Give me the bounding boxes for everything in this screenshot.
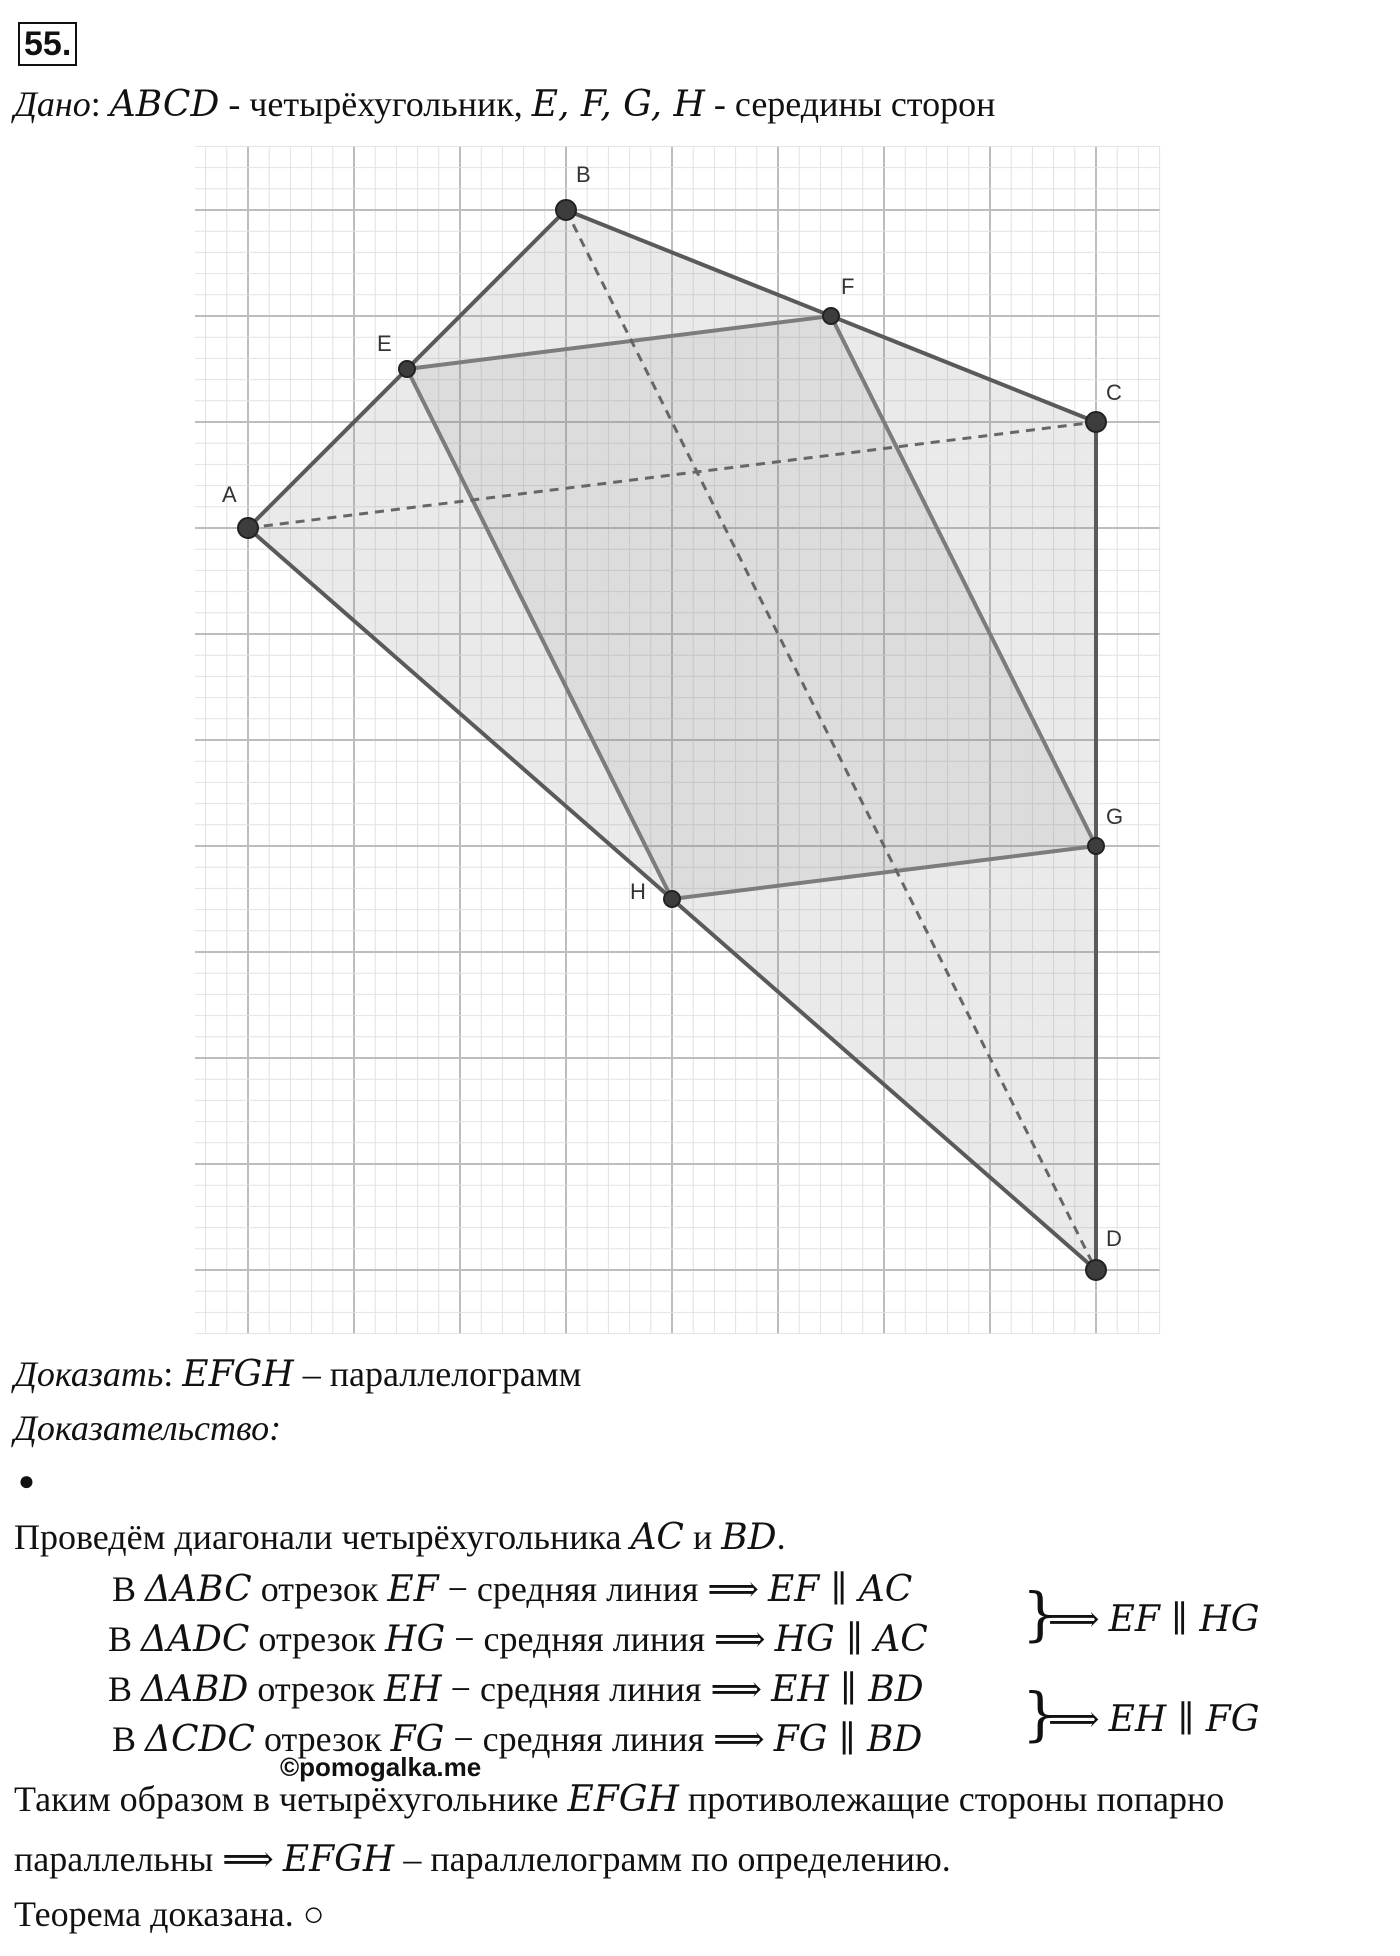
row-triangle: ΔABD (141, 1669, 249, 1710)
geometry-figure (190, 135, 1180, 1345)
row-relation: EF ∥ AC (768, 1569, 913, 1610)
midline-row-3 (108, 1667, 924, 1712)
point-D (1086, 1260, 1106, 1280)
result-1 (1048, 1598, 1260, 1640)
prove-label: Доказать (14, 1354, 164, 1394)
row-mid: отрезок (254, 1719, 391, 1759)
result-implies: ⟹ (1048, 1699, 1109, 1739)
row-relation: HG ∥ AC (774, 1619, 928, 1660)
row-mid: отрезок (248, 1669, 384, 1709)
row-segment: EH (383, 1669, 442, 1710)
point-G (1088, 838, 1104, 854)
given-label: Дано (14, 84, 91, 124)
row-triangle: ΔCDC (145, 1719, 255, 1760)
row-pre: В (112, 1569, 146, 1609)
label-A: A (222, 482, 237, 507)
row-text: средняя линия (476, 1569, 708, 1609)
step1-line (14, 1515, 786, 1560)
row-text: средняя линия (482, 1719, 714, 1759)
brace-1: } (1022, 1580, 1059, 1648)
result-implies: ⟹ (1048, 1599, 1109, 1639)
conclusion-line-2 (14, 1837, 951, 1882)
row-dash: − (438, 1569, 477, 1609)
point-A (238, 518, 258, 538)
row-segment: FG (390, 1719, 445, 1760)
label-H: H (630, 879, 646, 904)
label-C: C (1106, 380, 1122, 405)
problem-number: 55. (18, 22, 77, 66)
prove-sep: : (163, 1354, 174, 1394)
row-text: средняя линия (483, 1619, 715, 1659)
conclusion-figure: EFGH (567, 1779, 679, 1820)
point-H (664, 891, 680, 907)
midline-row-1 (112, 1567, 912, 1612)
watermark: ©pomogalka.me (280, 1752, 482, 1782)
conclusion-text: Таким образом в четырёхугольнике (14, 1779, 568, 1819)
row-dash: − (445, 1619, 484, 1659)
step1-bd: BD (721, 1517, 777, 1558)
row-relation: EH ∥ BD (771, 1669, 924, 1710)
row-mid: отрезок (249, 1619, 386, 1659)
step1-and: и (683, 1517, 722, 1557)
row-segment: EF (387, 1569, 439, 1610)
prove-text: – параллелограмм (293, 1354, 582, 1394)
given-text2: - середины сторон (704, 84, 996, 124)
conclusion-figure: EFGH (282, 1839, 395, 1880)
point-B (556, 200, 576, 220)
conclusion-line-1 (14, 1777, 1224, 1822)
given-line (14, 82, 995, 127)
result-relation: EH ∥ FG (1108, 1699, 1260, 1740)
given-points: E, F, G, H (531, 84, 705, 125)
row-relation: FG ∥ BD (773, 1719, 923, 1760)
conclusion-text: параллельны ⟹ (14, 1839, 283, 1879)
theorem-proved: Теорема доказана. ○ (14, 1894, 325, 1934)
point-F (823, 308, 839, 324)
given-text1: - четырёхугольник, (219, 84, 532, 124)
label-D: D (1106, 1226, 1122, 1251)
row-mid: отрезок (251, 1569, 388, 1609)
row-implies: ⟹ (713, 1719, 774, 1759)
step1-end: . (776, 1517, 786, 1557)
step1-ac: AC (630, 1517, 684, 1558)
proof-label: Доказательство: (14, 1408, 282, 1448)
row-pre: В (108, 1669, 142, 1709)
label-B: B (576, 162, 591, 187)
point-C (1086, 412, 1106, 432)
row-implies: ⟹ (710, 1669, 772, 1709)
result-relation: EF ∥ HG (1108, 1599, 1260, 1640)
row-triangle: ΔADC (141, 1619, 250, 1660)
point-E (399, 361, 415, 377)
row-dash: − (444, 1719, 483, 1759)
label-G: G (1106, 804, 1124, 829)
prove-line (14, 1352, 581, 1397)
label-F: F (841, 274, 855, 299)
row-pre: В (108, 1619, 142, 1659)
row-pre: В (112, 1719, 146, 1759)
conclusion-text: противолежащие стороны попарно (678, 1779, 1225, 1819)
row-segment: HG (385, 1619, 446, 1660)
row-implies: ⟹ (707, 1569, 769, 1609)
row-implies: ⟹ (714, 1619, 775, 1659)
midline-row-4 (112, 1717, 922, 1762)
conclusion-text: – параллелограмм по определению. (394, 1839, 951, 1879)
row-dash: − (441, 1669, 480, 1709)
given-sep: : (90, 84, 101, 124)
brace-2: } (1022, 1680, 1059, 1748)
row-text: средняя линия (479, 1669, 711, 1709)
midline-row-2 (108, 1617, 928, 1662)
row-triangle: ΔABC (145, 1569, 252, 1610)
result-2 (1048, 1698, 1260, 1740)
given-quad: ABCD (109, 84, 220, 125)
bullet: ● (18, 1466, 35, 1497)
step1-text: Проведём диагонали четырёхугольника (14, 1517, 631, 1557)
label-E: E (377, 331, 392, 356)
prove-figure: EFGH (182, 1354, 294, 1395)
